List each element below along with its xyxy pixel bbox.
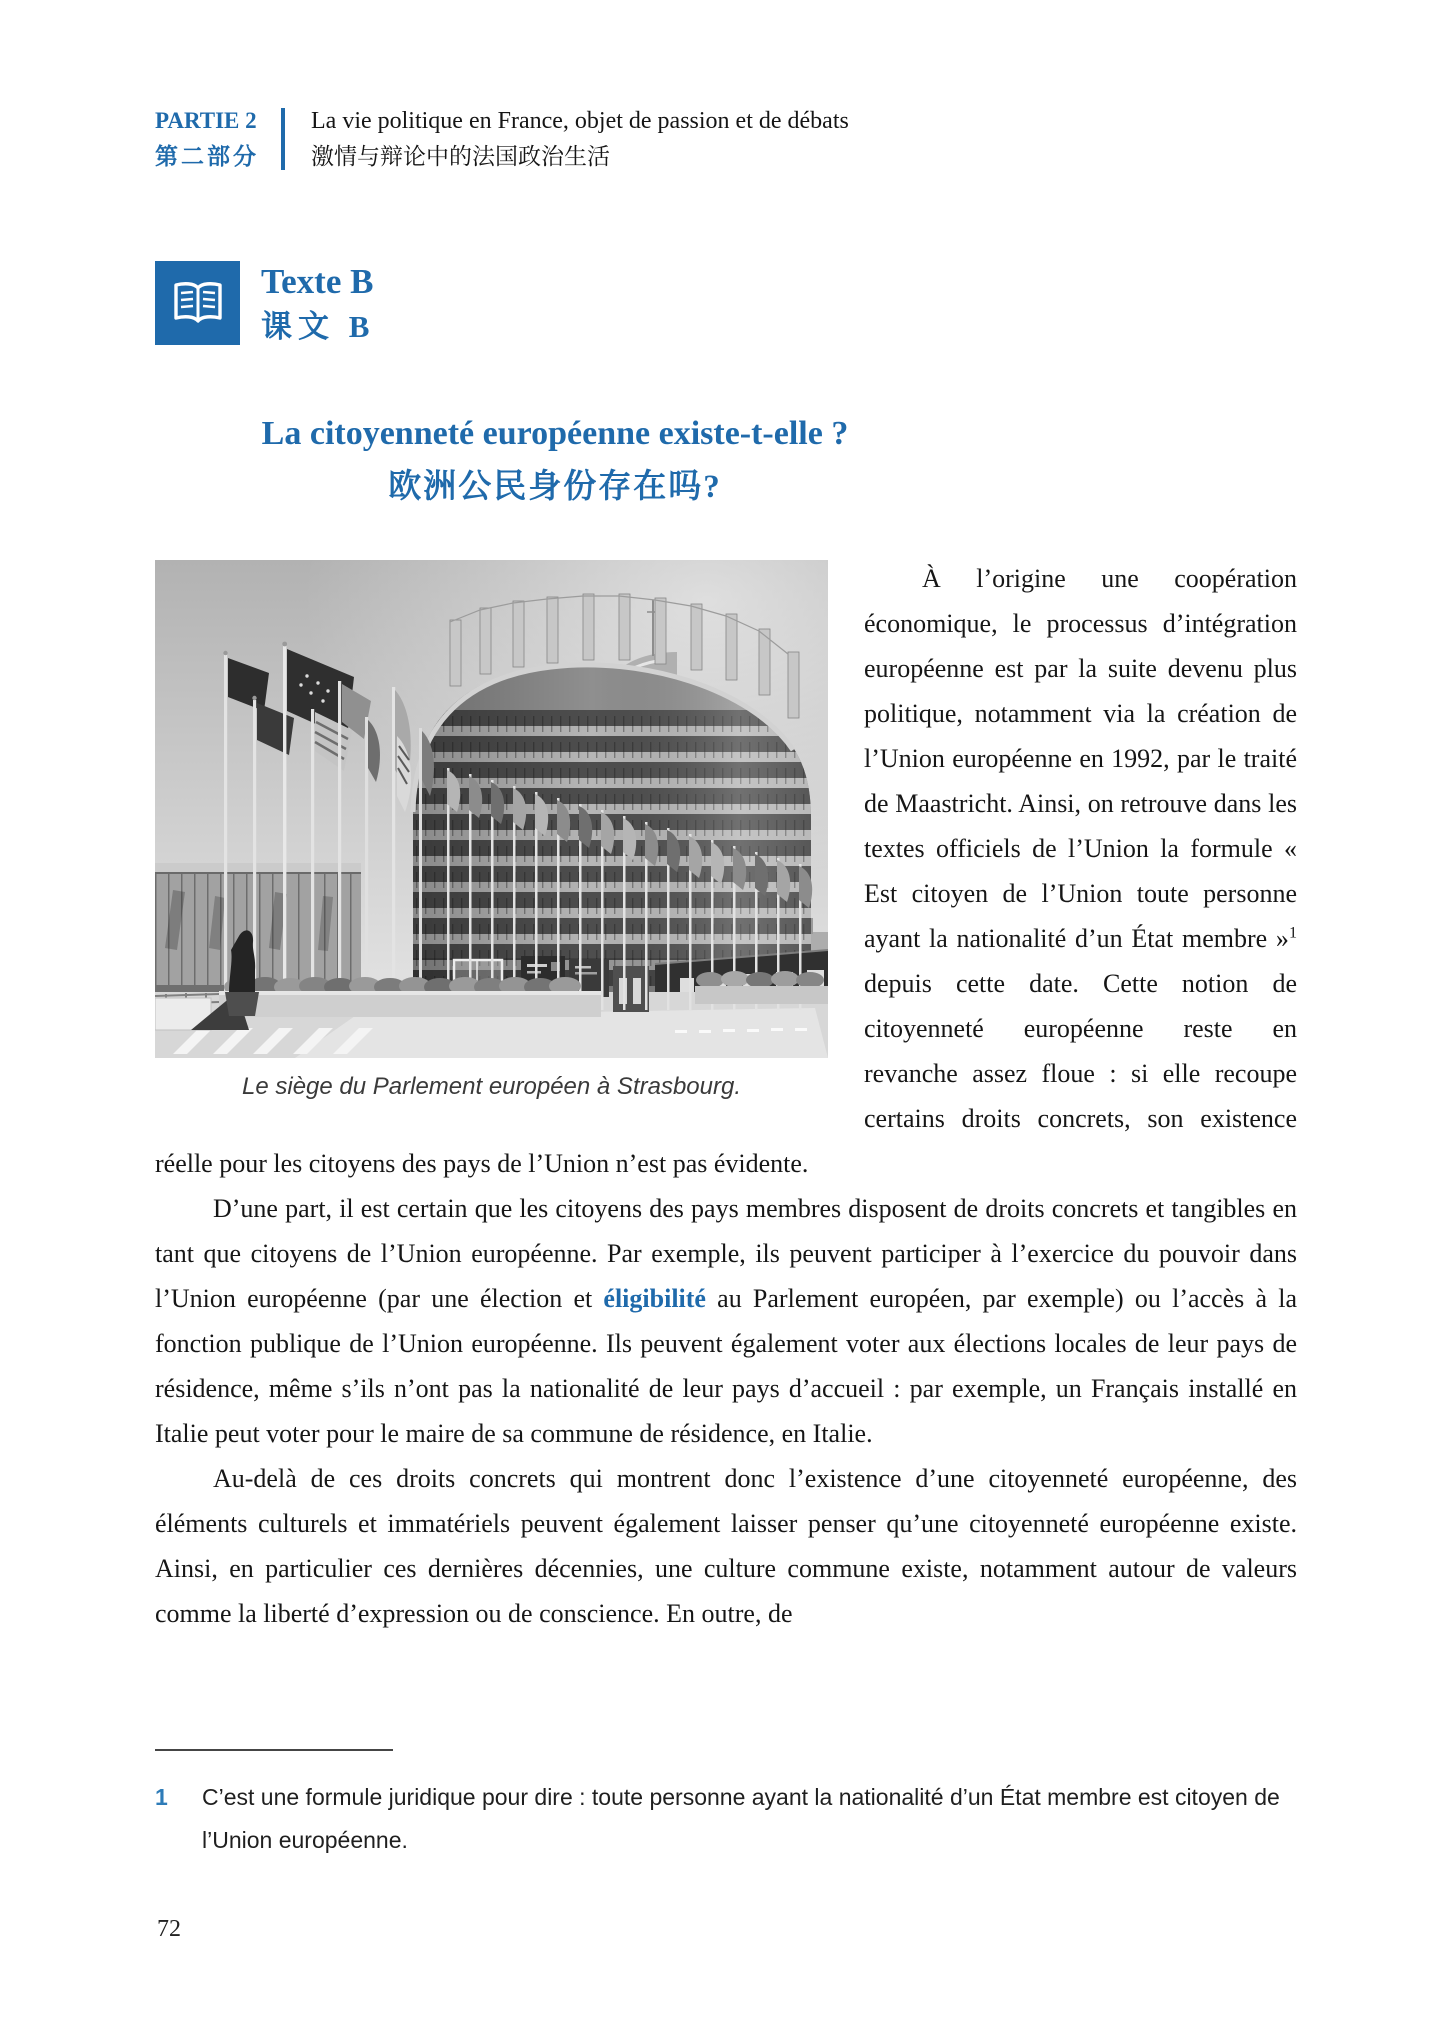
highlighted-vocabulary: éligibilité — [603, 1284, 706, 1313]
header-tagline-fr: La vie politique en France, objet de passion et de débats — [311, 108, 849, 134]
header-divider — [281, 108, 285, 170]
lesson-title — [155, 414, 955, 507]
figure-parliament — [155, 560, 828, 1101]
paragraph-3: Au-delà de ces droits concrets qui montrent donc l’existence d’une citoyenneté européenne, des éléments culturels et immatériels peuvent également laisser penser qu’une citoyenneté européenne existe. Ainsi, en particulier ces dernières décennies, une culture commune existe, notamment autour de valeurs comme la liberté d’expression ou de conscience. En outre, de — [155, 1464, 1297, 1628]
lesson-title-zh: 欧洲公民身份存在吗? — [388, 469, 722, 505]
section-labels — [261, 261, 375, 345]
figure-caption: Le siège du Parlement européen à Strasbourg. — [242, 1073, 741, 1100]
lesson-title-fr: La citoyenneté européenne existe-t-elle ? — [261, 415, 849, 452]
footnote — [155, 1776, 1297, 1862]
header-taglines — [311, 106, 849, 172]
header-tagline-zh: 激情与辩论中的法国政治生活 — [311, 144, 610, 169]
footnote-reference: 1 — [1288, 924, 1297, 942]
part-label-zh: 第二部分 — [155, 144, 259, 169]
paragraph-1-continuation: depuis cette date. Cette notion de citoyenneté européenne reste en revanche assez floue : si elle recoupe certains droits concrets, son existence réelle pour les citoyens des pays de l’Union n’est pas évidente. — [155, 969, 1297, 1178]
open-book-icon — [155, 261, 240, 345]
paragraph-2 — [155, 1186, 1297, 1456]
section-heading — [155, 261, 375, 345]
section-label-fr: Texte B — [261, 262, 374, 301]
footnote-rule — [155, 1749, 393, 1751]
photo-left-building — [155, 863, 361, 992]
section-label-zh: 课文 B — [261, 309, 376, 344]
page-number: 72 — [157, 1916, 181, 1942]
paragraph-1-text: À l’origine une coopération économique, le processus d’intégration européenne est par la suite devenu plus politique, notamment via la création de l’Union européenne en 1992, par le traité de Maastricht. Ainsi, on retrouve dans les textes officiels de l’Union la formule « Est citoyen de l’Union toute personne ayant la nationalité d’un État membre » — [864, 564, 1297, 953]
footnote-text: C’est une formule juridique pour dire : toute personne ayant la nationalité d’un État membre est citoyen de l’Union européenne. — [202, 1784, 1280, 1853]
paragraph-2-continuation: au Parlement européen, par exemple) ou l’accès à la fonction publique de l’Union européenne. Ils peuvent également voter aux élections locales de leur pays de résidence, même s’ils n’ont pas la nationalité de leur pays d’accueil : par exemple, un Français installé en Italie peut voter pour le maire de sa commune de résidence, en Italie. — [155, 1284, 1297, 1448]
part-label-fr: PARTIE 2 — [155, 108, 257, 133]
footnote-block — [155, 1749, 1297, 1862]
article-body — [155, 556, 1297, 1636]
footnote-number: 1 — [155, 1784, 168, 1810]
page-header — [155, 106, 849, 172]
paragraph-2-text: D’une part, il est certain que les citoyens des pays membres disposent de droits concrets et tangibles en tant que citoyens de l’Union européenne. Par exemple, ils peuvent participer à l’exercice du pouvoir dans l’Union européenne (par une élection et — [155, 1194, 1297, 1313]
parliament-photo — [155, 560, 828, 1058]
part-labels — [155, 106, 281, 172]
